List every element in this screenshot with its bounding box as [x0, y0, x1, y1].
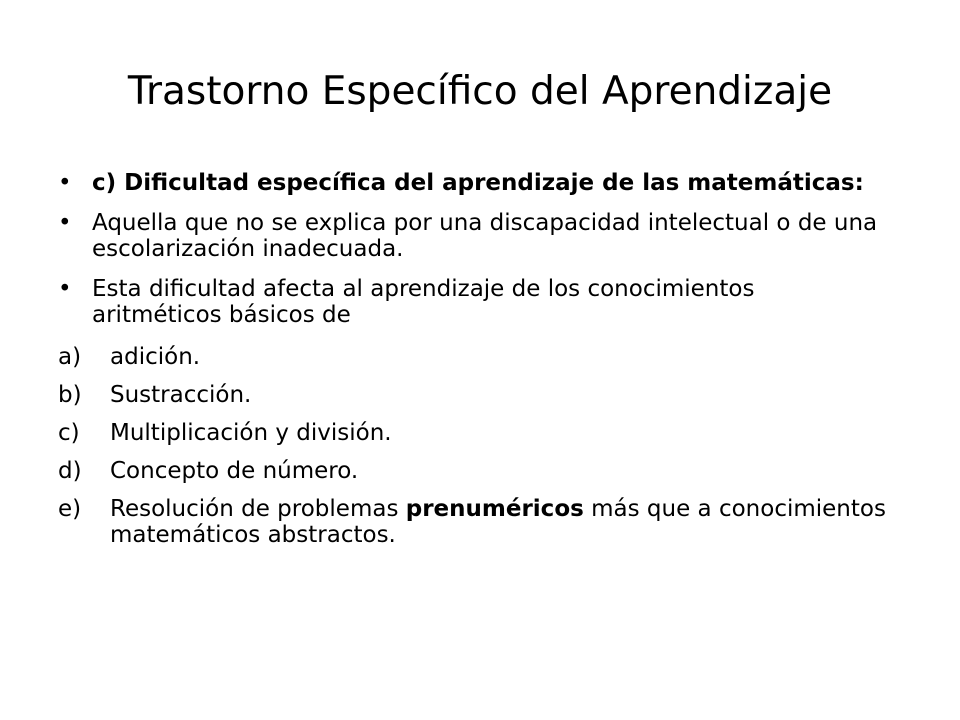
bullet-icon: • — [58, 210, 72, 236]
list-item — [58, 496, 888, 548]
list-marker: e) — [58, 496, 82, 522]
list-marker: d) — [58, 458, 82, 484]
list-item — [58, 458, 888, 484]
list-item-text: Concepto de número. — [110, 458, 359, 484]
list-marker: a) — [58, 344, 82, 370]
slide-title: Trastorno Específico del Aprendizaje — [127, 69, 833, 114]
bullet-icon: • — [58, 276, 72, 302]
list-item — [58, 344, 888, 370]
list-item-text: Multiplicación y división. — [110, 420, 392, 446]
bullet-text: Aquella que no se explica por una discapacidad intelectual o de una escolarización inadecuada. — [92, 210, 878, 262]
list-marker: c) — [58, 420, 80, 446]
list-item-emphasis: prenuméricos — [405, 496, 584, 522]
list-item-text-before: Resolución de problemas — [110, 496, 406, 522]
bullet-item — [58, 210, 888, 262]
list-item-text: adición. — [110, 344, 201, 370]
bullet-text: c) Dificultad específica del aprendizaje de las matemáticas: — [92, 170, 864, 196]
slide-body — [58, 170, 888, 560]
list-item — [58, 420, 888, 446]
list-item-text: Sustracción. — [110, 382, 252, 408]
list-item — [58, 382, 888, 408]
list-marker: b) — [58, 382, 82, 408]
bullet-icon: • — [58, 170, 72, 196]
bullet-item — [58, 170, 888, 196]
list-item-text-after: más que a conocimientos matemáticos abstractos. — [110, 496, 886, 548]
bullet-item — [58, 276, 888, 328]
bullet-text: Esta dificultad afecta al aprendizaje de los conocimientos aritméticos básicos de — [92, 276, 755, 328]
